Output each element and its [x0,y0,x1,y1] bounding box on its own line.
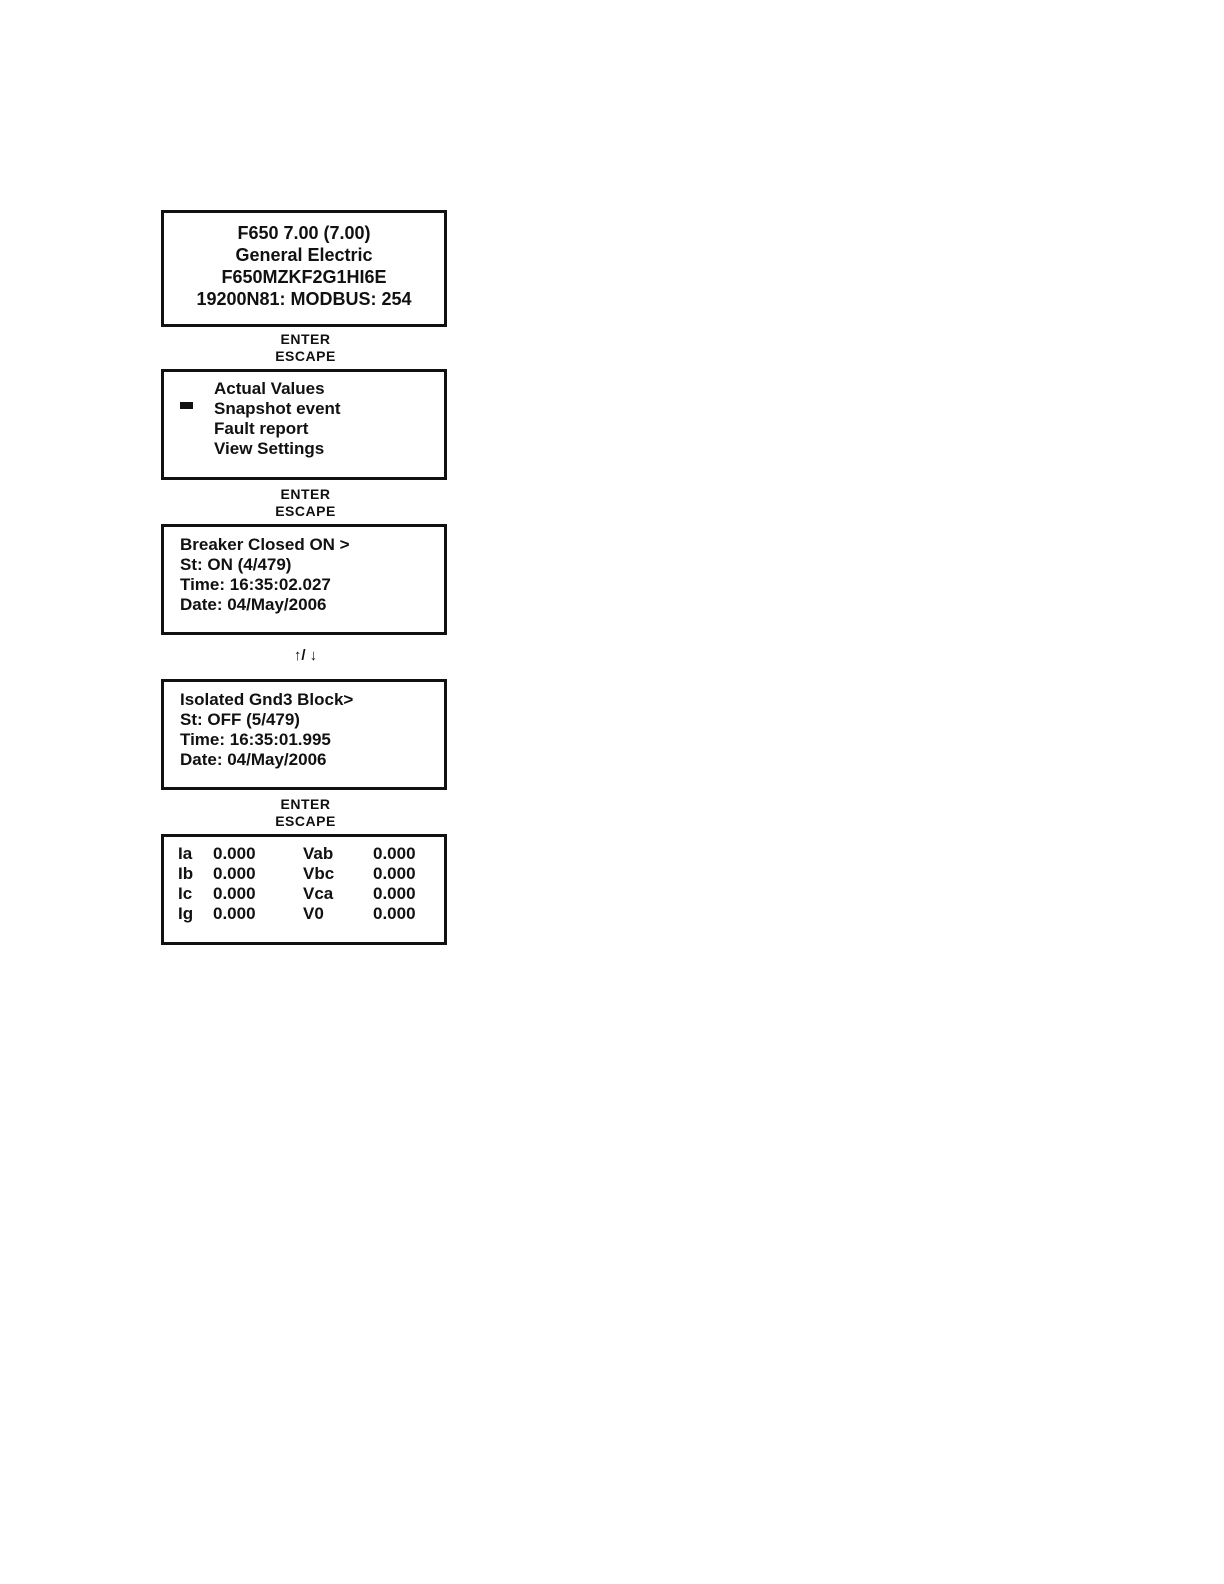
voltage-value: 0.000 [373,904,416,923]
event-status: St: OFF (5/479) [180,710,300,729]
startup-screen [161,210,447,327]
table-row [178,844,433,864]
enter-escape-keys [161,331,450,365]
current-value: 0.000 [213,864,256,883]
event-time: Time: 16:35:01.995 [180,730,331,749]
comm-settings-line: 19200N81: MODBUS: 254 [196,289,412,309]
current-value: 0.000 [213,844,256,863]
enter-escape-keys [161,486,450,520]
current-value: 0.000 [213,904,256,923]
snapshot-event-screen [161,679,447,790]
escape-key-label: ESCAPE [275,348,336,364]
menu-item-actual-values[interactable]: Actual Values [214,379,325,398]
table-row [178,884,433,904]
current-name: Ic [178,884,193,903]
event-record [180,535,350,615]
event-date: Date: 04/May/2006 [180,750,327,769]
voltage-name: Vbc [303,864,335,883]
current-name: Ia [178,844,193,863]
voltage-value: 0.000 [373,864,416,883]
voltage-name: Vca [303,884,334,903]
measurements-screen [161,834,447,945]
table-row [178,864,433,884]
table-row [178,904,433,924]
event-name: Breaker Closed ON > [180,535,350,554]
current-value: 0.000 [213,884,256,903]
main-menu [214,379,341,459]
current-name: Ib [178,864,194,883]
menu-cursor-icon [180,402,193,409]
up-down-arrows-icon: ↑/ ↓ [293,647,318,664]
current-name: Ig [178,904,194,923]
event-name: Isolated Gnd3 Block> [180,690,354,709]
voltage-value: 0.000 [373,844,416,863]
menu-item-snapshot-event[interactable]: Snapshot event [214,399,341,418]
measurements-table [178,844,433,924]
event-record [180,690,353,770]
main-menu-screen [161,369,447,480]
escape-key-label: ESCAPE [275,503,336,519]
startup-text [164,222,444,310]
order-code-line: F650MZKF2G1HI6E [221,267,387,287]
voltage-value: 0.000 [373,884,416,903]
menu-item-fault-report[interactable]: Fault report [214,419,309,438]
manufacturer-line: General Electric [235,245,373,265]
voltage-name: Vab [303,844,334,863]
event-time: Time: 16:35:02.027 [180,575,331,594]
model-version-line: F650 7.00 (7.00) [237,223,371,243]
enter-key-label: ENTER [280,486,331,502]
enter-key-label: ENTER [280,331,331,347]
voltage-name: V0 [303,904,324,923]
enter-key-label: ENTER [280,796,331,812]
enter-escape-keys [161,796,450,830]
escape-key-label: ESCAPE [275,813,336,829]
snapshot-event-screen [161,524,447,635]
event-date: Date: 04/May/2006 [180,595,327,614]
event-status: St: ON (4/479) [180,555,292,574]
menu-item-view-settings[interactable]: View Settings [214,439,325,458]
